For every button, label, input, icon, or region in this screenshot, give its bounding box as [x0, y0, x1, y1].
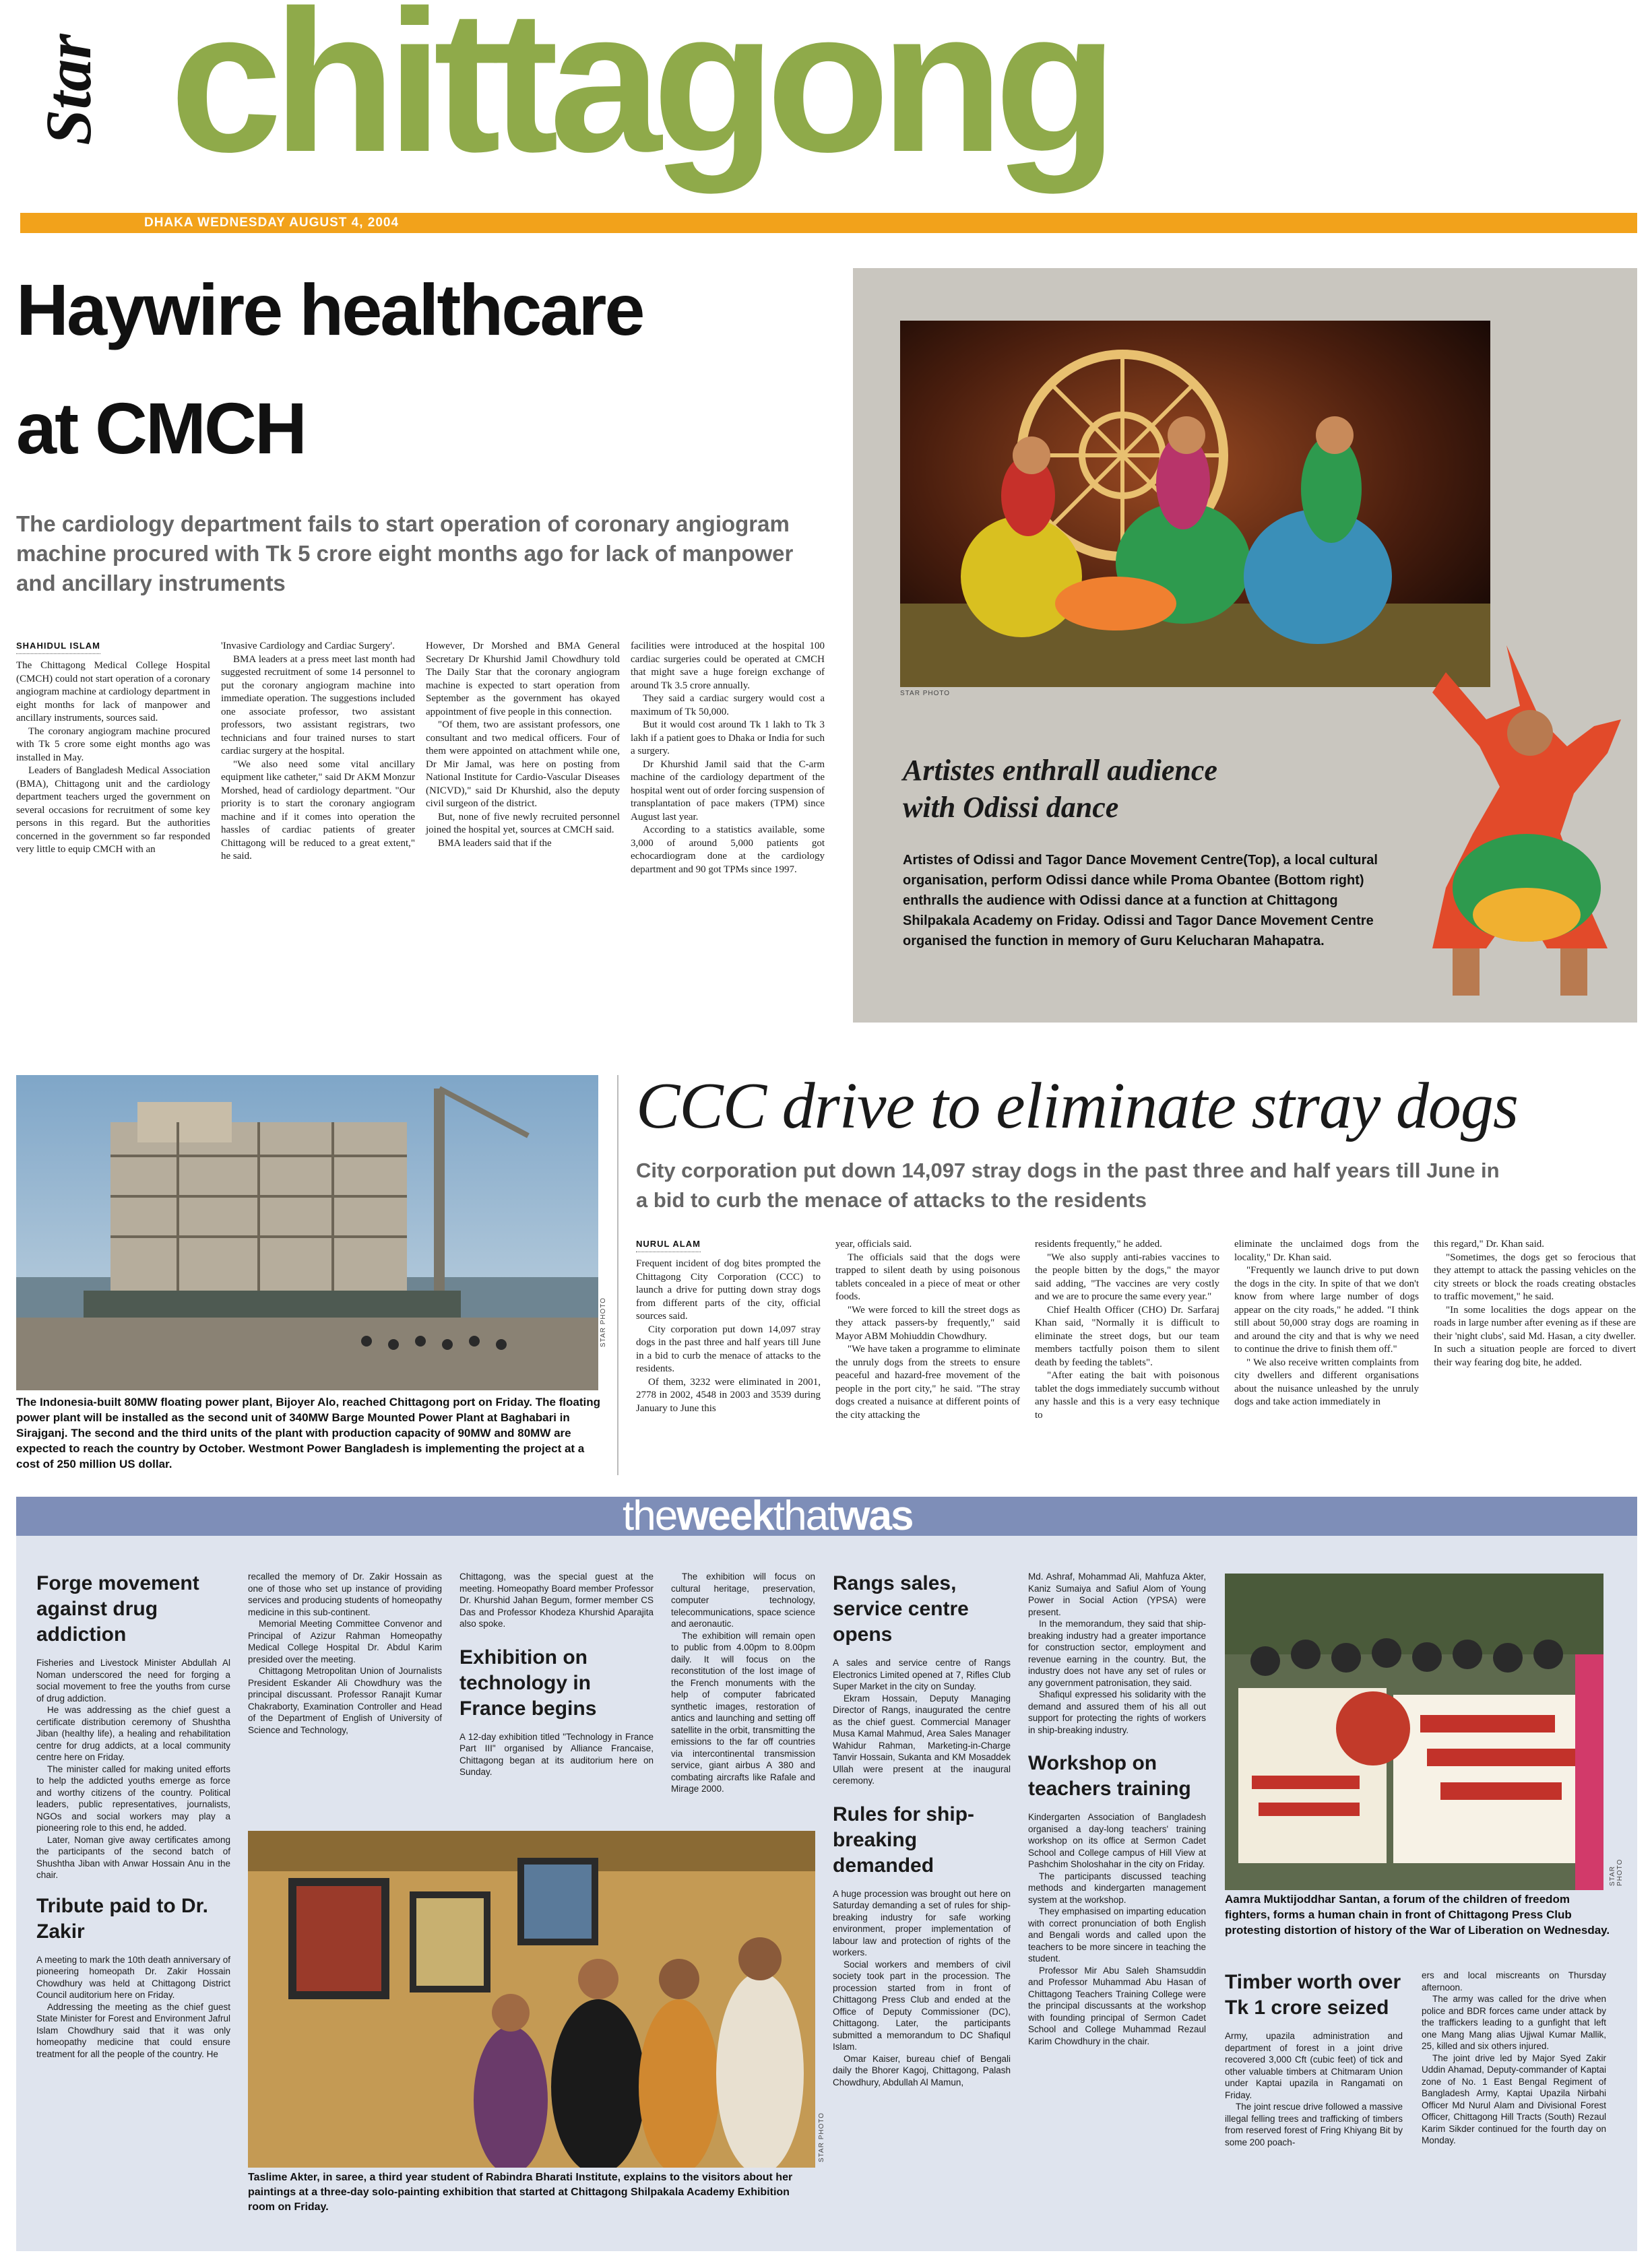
paragraph: The minister called for making united efforts to help the addicted youths emerge as force and worthy citizens of the country. Political leaders, public representatives, journalists, NGOs and social workers may play a pioneering role to this end, he added. — [36, 1763, 230, 1833]
week-col-1 — [36, 1571, 230, 2060]
paragraph: Chittagong, was the special guest at the meeting. Homeopathy Board member Professor Dr. Khurshid Jahan Begum, former member CS Das and Professor Khodeza Khurshid Aparajita also spoke. — [459, 1572, 654, 1629]
paragraph: Army, upazila administration and department of forest in a joint drive recovered 3,000 Cft (cubic feet) of tick and other valuable timbers at Chitmaram Union under Kaptai upazila in Rangamati on Friday. — [1225, 2031, 1403, 2100]
paragraph: recalled the memory of Dr. Zakir Hossain as one of those who set up instance of providing services and producing students of homeopathy medicine in this sub-continent. — [248, 1572, 442, 1617]
paragraph: In the memorandum, they said that ship-breaking industry had a greater importance for construction sector, employment and revenue earning in the country. But, the industry does not have any set of rules or any government patronisation, they said. — [1028, 1619, 1206, 1688]
paragraph: "Of them, two are assistant professors, one consultant and two medical officers. Four of them were appointed on attachment while one, Dr Mir Jamal, was here on posting from National Institute for Cardio-Vascular Diseases (NICVD)," said Dr Khurshid, also the deputy civil surgeon of the district. — [426, 719, 620, 809]
rangs-headline: Rangs sales, service centre opens — [833, 1572, 969, 1646]
paragraph: Omar Kaiser, bureau chief of Bengali daily the Bhorer Kagoj, Chittagong, Palash Chowdhury, Abdullah Al Mamun, — [833, 2053, 1011, 2087]
paragraph: The exhibition will focus on cultural heritage, preservation, computer technology, telecommunications, space science and aeronautic. — [671, 1572, 815, 1629]
dance-headline: Artistes enthrall audience with Odissi dance — [903, 754, 1217, 824]
painting-photo — [248, 1831, 815, 2168]
paragraph: "After eating the bait with poisonous tablet the dogs immediately succumb without any hassle and this is a very easy technique to — [1035, 1370, 1219, 1421]
paragraph: The joint drive led by Major Syed Zakir Uddin Ahamad, Deputy-commander of Kaptai zone of No. 1 East Bengal Regiment of Bangladesh Army, Kaptai Upazila Nirbahi Officer Md Nurul Alam and Divisional Forest Officer, Chittagong Hill Tracts (South) Rezaul Karim Sikder continued for the fourth day on Monday. — [1422, 2052, 1606, 2145]
paragraph: Professor Mir Abu Saleh Shamsuddin and Professor Muhammad Abu Hasan of Chittagong Teachers Training College were the principal discussants at the workshop with founding principal of Sermon Cadet School and College Muhammad Rezaul Karim Chowdhury in the chair. — [1028, 1965, 1206, 2046]
paragraph: this regard," Dr. Khan said. — [1434, 1239, 1545, 1250]
paragraph: According to a statistics available, some 3,000 of around 5,000 patients got echocardiogram done at the cardiology department and 90 got TPMs since 1997. — [631, 824, 825, 875]
paragraph: Chittagong Metropolitan Union of Journalists President Eskander Ali Chowdhury was the principal discussant. Professor Ranajit Kumar Chakraborty, Examination Controller and Head of the Department of English of University of Science and Technology, — [248, 1666, 442, 1735]
paragraph: residents frequently," he added. — [1035, 1239, 1162, 1250]
drug-body — [36, 1657, 230, 1881]
paragraph: ers and local miscreants on Thursday afternoon. — [1422, 1970, 1606, 1992]
paragraph: "Sometimes, the dogs get so ferocious that they attempt to attack the passing vehicles on the city streets or block the roads creating obstacles to traffic movement," he said. — [1434, 1252, 1636, 1302]
lead-col-3 — [426, 640, 620, 850]
paragraph: Ekram Hossain, Deputy Managing Director of Rangs, inaugurated the centre as the chief guest. Commercial Manager Musa Kamal Mahmud, Area Sales Manager Wahidur Rahman, Marketing-in-Charge Tanvir Hossain, Sukanta and KM Mosaddek Ullah were present at the inaugural ceremony. — [833, 1693, 1011, 1786]
paragraph: Frequent incident of dog bites prompted the Chittagong City Corporation (CCC) to launch a drive for putting down stray dogs from different parts of the city, official sources said. — [636, 1258, 821, 1322]
dogs-col-3 — [1035, 1238, 1219, 1422]
paragraph: The officials said that the dogs were trapped to silent death by using poisonous tablets concealed in a piece of meat or other foods. — [835, 1252, 1020, 1302]
paragraph: The army was called for the drive when police and BDR forces came under attack by the traffickers leading to a gunfight that left one Mang Mang alias Ujjwal Kumar Mallik, 25, killed and six others injured. — [1422, 1994, 1606, 2051]
paragraph: Leaders of Bangladesh Medical Association (BMA), Chittagong unit and the cardiology department teachers urged the government on several occasions for recruitment of some key persons in this regard. But the authorities concerned in the government so far responded very little to equip CMCH with an — [16, 765, 210, 855]
week-banner-that: that — [773, 1493, 838, 1539]
lead-byline: SHAHIDUL ISLAM — [16, 641, 100, 654]
paragraph: "We have taken a programme to eliminate the unruly dogs from the streets to ensure peaceful and hazard-free movement of the people in the port city," he said. "The stray dogs created a nuisance at different points of the city attacking the — [835, 1344, 1020, 1421]
week-col-2 — [248, 1571, 442, 1736]
paragraph: Later, Noman give away certificates among the participants of the second batch of Shushtha Jiban with Anwar Hossain Anu in the chair. — [36, 1834, 230, 1880]
paragraph: The joint rescue drive followed a massive illegal felling trees and trafficking of timbers from reserved forest of Fring Khiyang Bit by some 200 poach- — [1225, 2102, 1403, 2147]
paragraph: Md. Ashraf, Mohammad Ali, Mahfuza Akter, Kaniz Sumaiya and Safiul Alom of Young Power in Social Action (YPSA) were present. — [1028, 1572, 1206, 1617]
week-col-4 — [671, 1571, 815, 1795]
paragraph: Fisheries and Livestock Minister Abdullah Al Noman underscored the need for forging a social movement to free the youths from curse of drug addiction. — [36, 1658, 230, 1704]
paragraph: City corporation put down 14,097 stray dogs in the past three and half years till June in a bid to curb the menace of attacks to the residents. — [636, 1324, 821, 1374]
dance-cutout-photo — [1405, 632, 1628, 1009]
paragraph: But it would cost around Tk 1 lakh to Tk 3 lakh if a patient goes to Dhaka or India for such a surgery. — [631, 719, 825, 756]
dance-caption: Artistes of Odissi and Tagor Dance Movement Centre(Top), a local cultural organisation, perform Odissi dance while Proma Obantee (Bottom right) enthralls the audience with Odissi dance at a function at Chittagong Shilpakala Academy on Friday. Odissi and Tagor Dance Movement Centre organised the function in memory of Guru Kelucharan Mahapatra. — [903, 853, 1378, 948]
paragraph: The participants discussed teaching methods and kindergarten management system at the workshop. — [1028, 1871, 1206, 1905]
paragraph: "Frequently we launch drive to put down the dogs in the city. In spite of that we don't know from where large number of dogs appear on the city roads," he added. "I think still about 50,000 stray dogs are roaming in and around the city and that is why we need to continue the drive to finish them off." — [1234, 1265, 1419, 1355]
masthead-title: chittagong — [170, 0, 1109, 194]
dance-photo — [900, 321, 1490, 687]
paragraph: He was addressing as the chief guest a certificate distribution ceremony of Shushtha Jiban (healthy life), a healing and rehabilitation centre for drug addicts, at a local community centre here on Friday. — [36, 1705, 230, 1762]
zakir-body — [36, 1954, 230, 2061]
week-banner-was: was — [837, 1493, 913, 1539]
paragraph: BMA leaders at a press meet last month had suggested recruitment of some 14 personnel to put the coronary angiogram machine into immediate operation. The suggestions included one associate professor, two assistant professors, two assistant registrars, two technicians and four trained nurses to start cardiac surgery at the hospital. — [221, 653, 415, 756]
france-headline: Exhibition on technology in France begins — [459, 1646, 597, 1720]
paragraph: "We also supply anti-rabies vaccines to the people bitten by the dogs," the mayor said adding, "The vaccines are very costly and we are to procure the same every year." — [1035, 1252, 1219, 1302]
zakir-headline: Tribute paid to Dr. Zakir — [36, 1894, 209, 1943]
week-col-7 — [1225, 1970, 1403, 2148]
dateline: DHAKA WEDNESDAY AUGUST 4, 2004 — [144, 216, 400, 230]
protest-photo — [1225, 1574, 1603, 1890]
paragraph: The exhibition will remain open to public from 4.00pm to 8.00pm daily. It will focus on the reconstitution of the lost image of the French monuments with the help of computer fabricated synthetic images, restoration of antics and launching and setting off satellite in the orbit, transmitting the emissions to the far off countries via intercontinental transmission service, giant airbus A 380 and combating aircrafts like Rafale and Mirage 2000. — [671, 1630, 815, 1794]
protest-caption: Aamra Muktijoddhar Santan, a forum of the children of freedom fighters, forms a human chain in front of Chittagong Press Club protesting distortion of history of the War of Liberation on Wednesday. — [1225, 1893, 1610, 1937]
dogs-col-1 — [636, 1238, 821, 1415]
paragraph: year, officials said. — [835, 1239, 912, 1250]
week-banner-text — [623, 1493, 913, 1540]
paragraph: 'Invasive Cardiology and Cardiac Surgery'. — [221, 641, 395, 651]
week-banner-the: the — [623, 1493, 677, 1539]
paragraph: A huge procession was brought out here on Saturday demanding a set of rules for ship-breaking industry for safe working environment, proper implementation of labour law and protection of rights of the workers. — [833, 1888, 1011, 1957]
week-col-3 — [459, 1571, 654, 1778]
paragraph: They emphasised on imparting education with correct pronunciation of both English and Bengali words and called upon the teachers to be more sincere in teaching the student. — [1028, 1906, 1206, 1964]
dance-panel — [853, 268, 1637, 1023]
france-body — [459, 1731, 654, 1778]
dogs-col-4 — [1234, 1238, 1419, 1409]
power-credit: STAR PHOTO — [600, 1297, 607, 1347]
dogs-byline: NURUL ALAM — [636, 1239, 701, 1252]
rangs-body — [833, 1657, 1011, 1787]
lead-headline-1: Haywire healthcare — [16, 269, 643, 350]
paragraph: " We also receive written complaints from city dwellers and different organisations about the nuisance unleashed by the unruly dogs and take action immediately in — [1234, 1357, 1419, 1407]
timber-body — [1225, 2030, 1403, 2148]
paragraph: A sales and service centre of Rangs Electronics Limited opened at 7, Rifles Club Super Market in the city on Sunday. — [833, 1658, 1011, 1691]
paragraph: They said a cardiac surgery would cost a maximum of Tk 50,000. — [631, 693, 825, 717]
paragraph: Kindergarten Association of Bangladesh organised a day-long teachers' training workshop on its office at Sermon Cadet School and College campus of Hill View at Pashchim Sholoshahar in the city on Friday. — [1028, 1812, 1206, 1869]
paragraph: But, none of five newly recruited personnel joined the hospital yet, sources at CMCH said. — [426, 811, 620, 835]
ship-headline: Rules for ship-breaking demanded — [833, 1803, 975, 1877]
dogs-deck: City corporation put down 14,097 stray dogs in the past three and half years till June in a bid to curb the menace of attacks to the residents — [636, 1159, 1500, 1212]
painting-credit: STAR PHOTO — [818, 2112, 825, 2162]
week-col-8 — [1422, 1970, 1606, 2147]
paragraph: A 12-day exhibition titled "Technology in France Part III" organised by Alliance Francaise, Chittagong began at its auditorium here on Sunday. — [459, 1731, 654, 1777]
protest-credit: STAR PHOTO — [1609, 1858, 1624, 1886]
paragraph: eliminate the unclaimed dogs from the locality," Dr. Khan said. — [1234, 1239, 1419, 1263]
power-caption: The Indonesia-built 80MW floating power plant, Bijoyer Alo, reached Chittagong port on Friday. The floating power plant will be installed as the second unit of 340MW Barge Mounted Power Plant at Baghabari in Sirajganj. The second and the third units of the plant with production capacity of 90MW and 80MW are expected to reach the country by October. Westmont Power Bangladesh is implementing the project at a cost of 250 million US dollar. — [16, 1396, 601, 1470]
drug-headline: Forge movement against drug addiction — [36, 1572, 199, 1646]
week-col-6 — [1028, 1571, 1206, 2047]
paragraph: Social workers and members of civil society took part in the procession. The procession started from in front of Chittagong Press Club and ended at the Office of Deputy Commissioner (DC), Chittagong. Later, the participants submitted a memorandum to DC Shafiqul Islam. — [833, 1959, 1011, 2052]
paragraph: The coronary angiogram machine procured with Tk 5 crore some eight months ago was installed in May. — [16, 725, 210, 763]
workshop-headline: Workshop on teachers training — [1028, 1752, 1191, 1800]
dogs-col-2 — [835, 1238, 1020, 1422]
lead-headline-2: at CMCH — [16, 387, 305, 469]
paragraph: The Chittagong Medical College Hospital (CMCH) could not start operation of a coronary angiogram machine at cardiology department in eight months for lack of manpower and ancillary instruments, sources said. — [16, 660, 210, 723]
dance-credit: STAR PHOTO — [900, 690, 951, 697]
star-logo: Star — [32, 34, 104, 145]
dogs-headline: CCC drive to eliminate stray dogs — [636, 1070, 1518, 1142]
timber-headline: Timber worth over Tk 1 crore seized — [1225, 1971, 1401, 2019]
paragraph: Shafiqul expressed his solidarity with the demand and assured them of his all out support for protecting the rights of workers in ship-breaking industry. — [1028, 1689, 1206, 1735]
lead-deck: The cardiology department fails to start operation of coronary angiogram machine procured with Tk 5 crore eight months ago for lack of manpower and ancillary instruments — [16, 511, 794, 595]
masthead — [15, 0, 1637, 238]
painting-caption: Taslime Akter, in saree, a third year student of Rabindra Bharati Institute, explains to the visitors about her paintings at a three-day solo-painting exhibition that started at Chittagong Shilpakala Academy Exhibition room on Friday. — [248, 2172, 793, 2213]
paragraph: Memorial Meeting Committee Convenor and Principal of Azizur Rahman Homeopathy Medical College Hospital Dr. Abdul Karim presided over the meeting. — [248, 1619, 442, 1664]
paragraph: facilities were introduced at the hospital 100 cardiac surgeries could be operated at CMCH that might save a huge foreign exchange of around Tk 3.5 crore annually. — [631, 641, 825, 691]
power-divider — [617, 1075, 618, 1475]
lead-col-4 — [631, 640, 825, 876]
paragraph: Chief Health Officer (CHO) Dr. Sarfaraj Khan said, "Normally it is difficult to eliminate the street dogs, but our team members tactfully poison them to silent death by feeding the tablets". — [1035, 1304, 1219, 1368]
paragraph: However, Dr Morshed and BMA General Secretary Dr Khurshid Jamil Chowdhury told The Daily Star that the coronary angiogram machine is expected to start operation from September as the government has okayed appointment of five people in this connection. — [426, 641, 620, 717]
lead-col-2 — [221, 640, 415, 864]
week-col-5 — [833, 1571, 1011, 2088]
paragraph: Dr Khurshid Jamil said that the C-arm machine of the cardiology department of the hospital went out of order forcing suspension of transplantation of pace makers (TPM) since August last year. — [631, 758, 825, 822]
workshop-body — [1028, 1811, 1206, 2047]
dogs-col-5 — [1434, 1238, 1636, 1369]
lead-col-1 — [16, 640, 210, 857]
paragraph: Addressing the meeting as the chief guest State Minister for Forest and Environment Jafrul Islam Chowdhury said that it was only homeopathy medicine that could ensure treatment for all the people of the country. He — [36, 2001, 230, 2059]
ship-body — [833, 1888, 1011, 2089]
paragraph: "We also need some vital ancillary equipment like catheter," said Dr AKM Monzur Morshed, head of cardiology department. "Our priority is to start the coronary angiogram machine and if it comes into operation the hassles of cardiac patients of greater Chittagong will be reduced to a great extent," he said. — [221, 758, 415, 862]
paragraph: BMA leaders said that if the — [438, 837, 552, 849]
week-banner-week: week — [676, 1493, 773, 1539]
paragraph: Of them, 3232 were eliminated in 2001, 2778 in 2002, 4548 in 2003 and 3539 during January to June this — [636, 1376, 821, 1414]
power-plant-photo — [16, 1075, 598, 1390]
paragraph: "We were forced to kill the street dogs as they attack passers-by frequently," said Mayor ABM Mohiuddin Chowdhury. — [835, 1304, 1020, 1342]
paragraph: "In some localities the dogs appear on the roads in large number after evening as if these are their 'night clubs', said Md. Hasan, a city dweller. In such a situation people are forced to divert their way fearing dog bite, he added. — [1434, 1304, 1636, 1368]
paragraph: A meeting to mark the 10th death anniversary of pioneering homeopath Dr. Zakir Hossain Chowdhury was held at Chittagong District Council auditorium here on Friday. — [36, 1954, 230, 2000]
